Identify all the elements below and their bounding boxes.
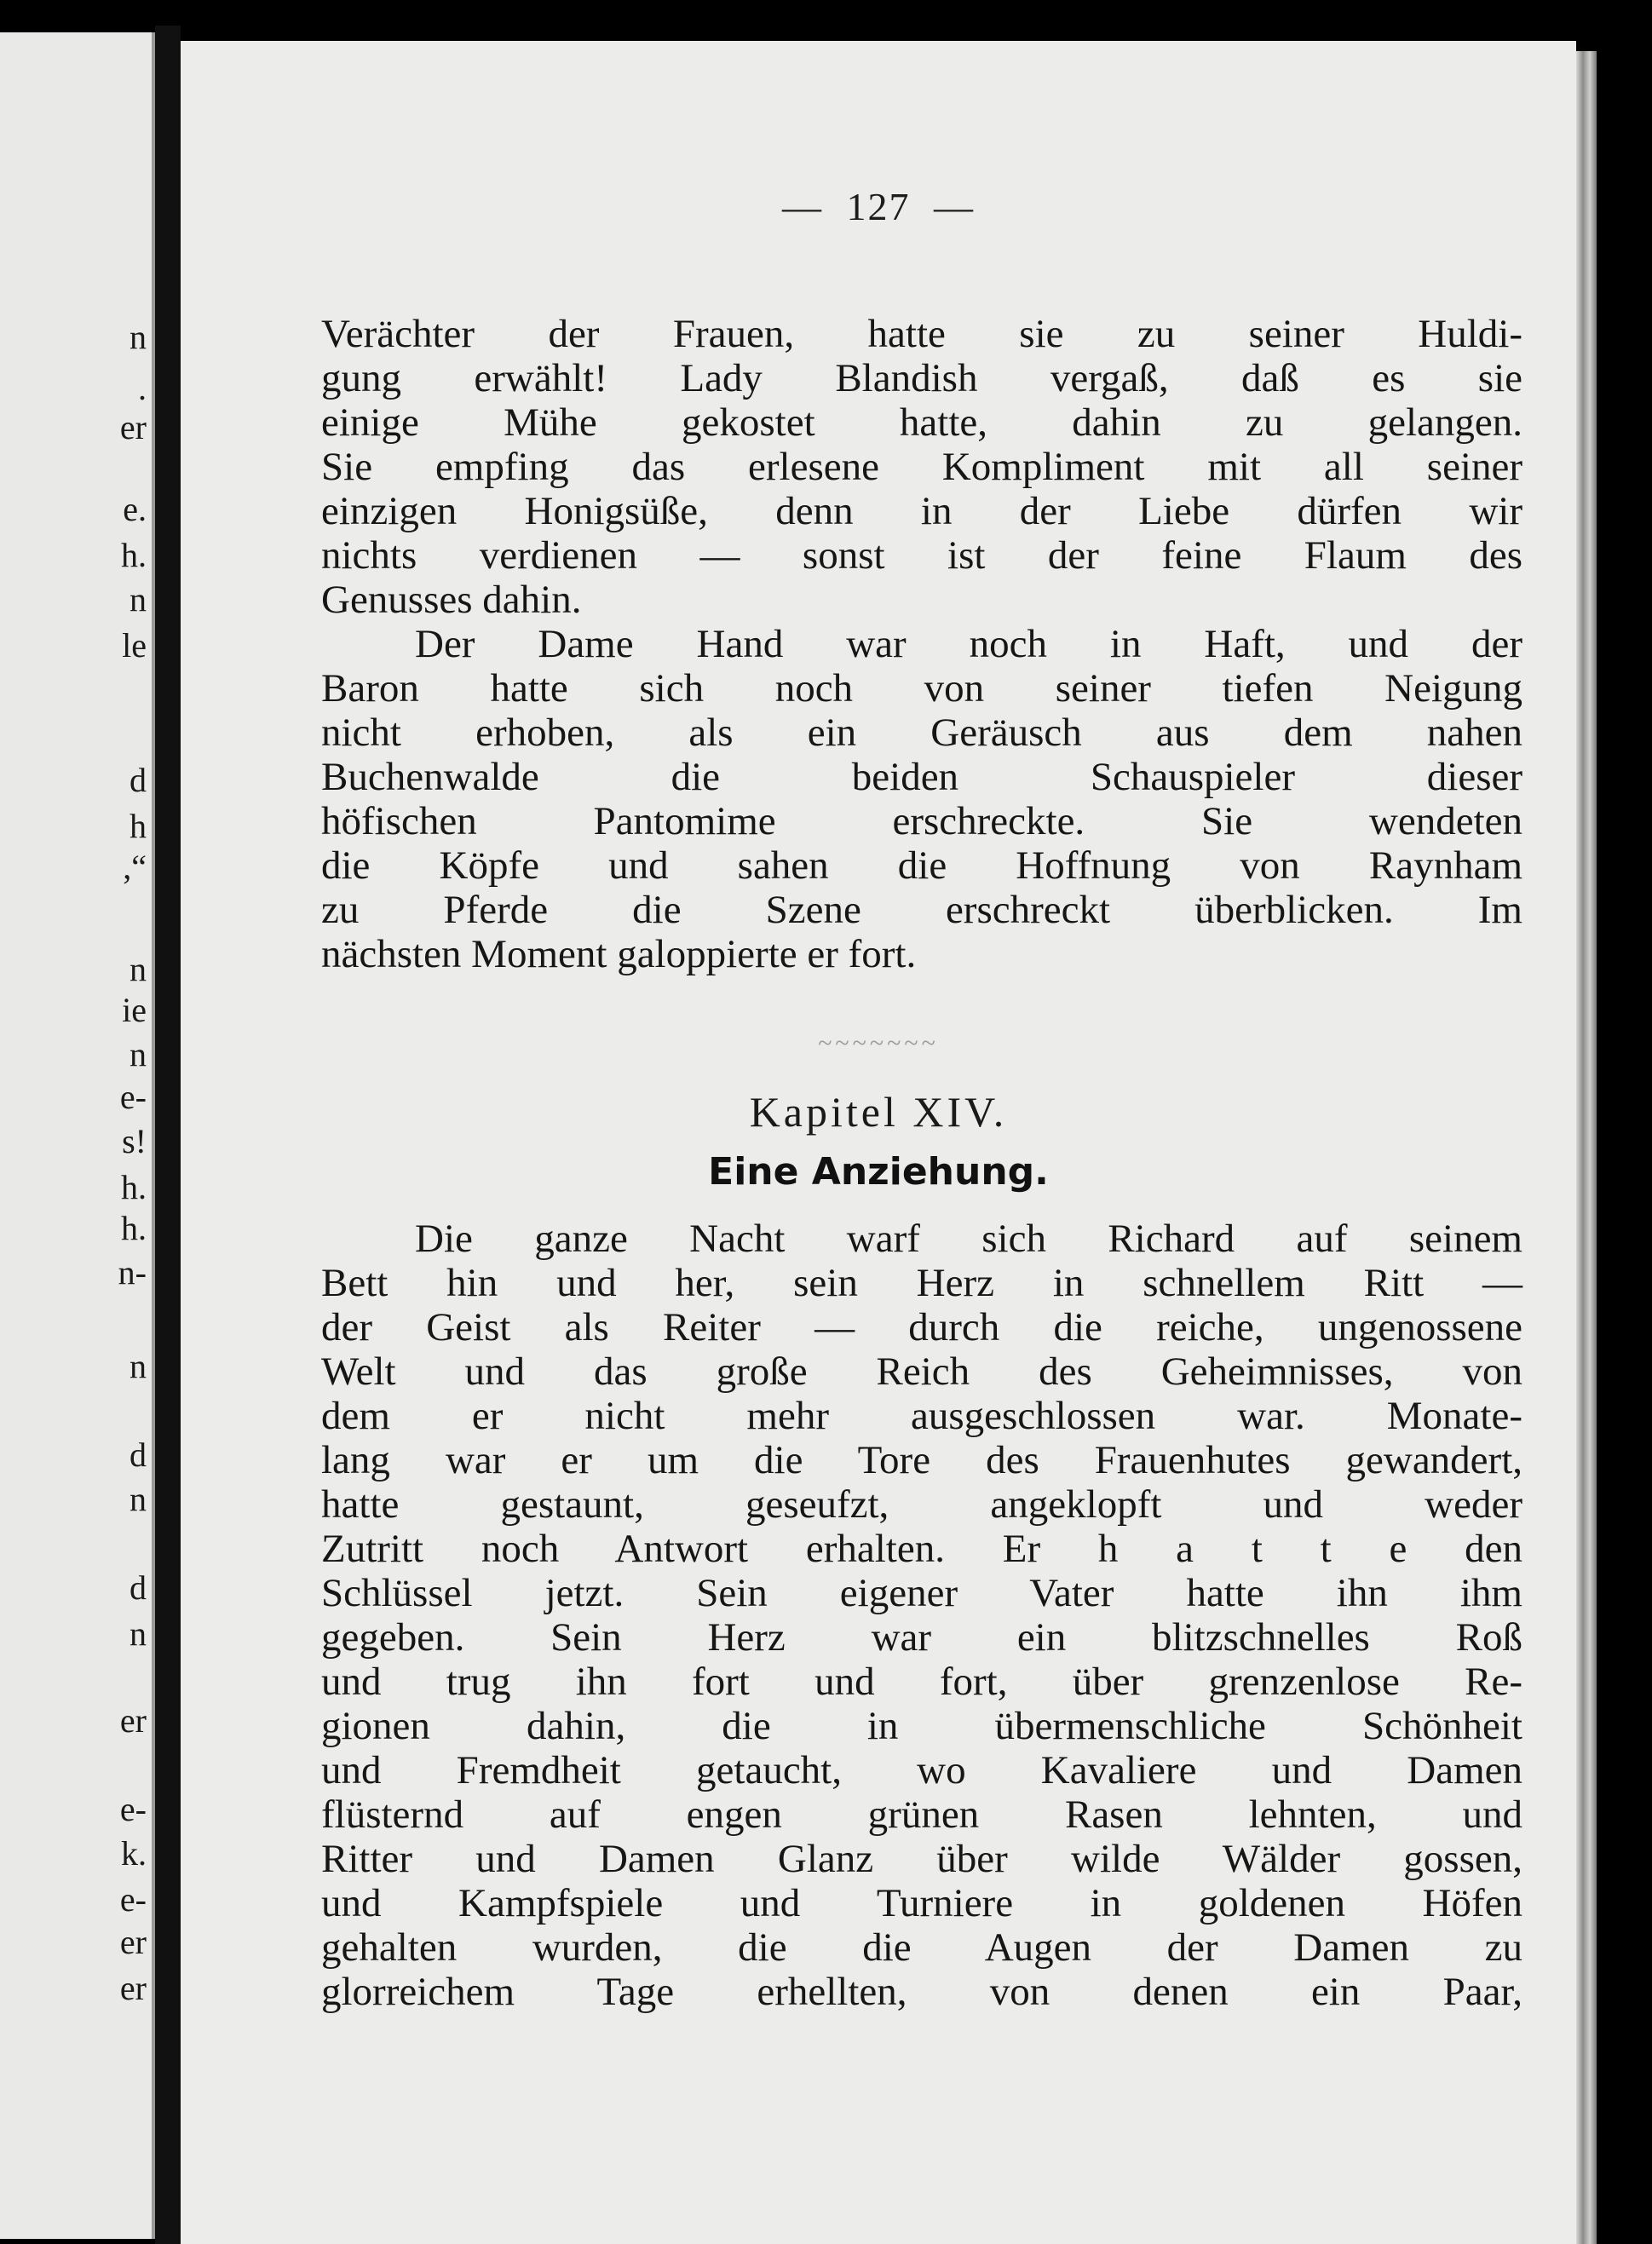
fragment: k.: [121, 1834, 147, 1873]
fragment: ,“: [123, 848, 147, 886]
previous-page-edge: [0, 32, 155, 2239]
text-line: lang war er um die Tore des Frauenhutes gewandert,: [321, 1438, 1522, 1482]
fragment: e-: [119, 1790, 147, 1828]
text-line: Schlüssel jetzt. Sein eigener Vater hatte ihn ihm: [321, 1571, 1522, 1615]
text-line: und trug ihn fort und fort, über grenzenlose Re-: [321, 1660, 1522, 1704]
text-line: Buchenwalde die beiden Schauspieler dieser: [321, 755, 1522, 799]
fragment: n: [130, 1035, 147, 1073]
text-line: nächsten Moment galoppierte er fort.: [321, 932, 917, 976]
fragment: n: [130, 1480, 147, 1518]
fragment: er: [119, 1969, 147, 2007]
text-line: flüsternd auf engen grünen Rasen lehnten, und: [321, 1792, 1522, 1837]
page-number: — 127 —: [782, 185, 975, 228]
fragment: ie: [122, 991, 147, 1029]
text-line: einzigen Honigsüße, denn in der Liebe dürfen wir: [321, 489, 1522, 533]
text-line: gehalten wurden, die die Augen der Damen zu: [321, 1925, 1522, 1970]
text-line: die Köpfe und sahen die Hoffnung von Raynham: [321, 843, 1522, 888]
fragment: n-: [118, 1253, 147, 1292]
fragment: er: [119, 408, 147, 446]
fragment: h.: [121, 1168, 147, 1206]
fragment: n: [130, 1614, 147, 1653]
text-line: Der Dame Hand war noch in Haft, und der: [415, 622, 1522, 666]
fragment: er: [119, 1923, 147, 1961]
fragment: er: [119, 1701, 147, 1740]
text-line: Welt und das große Reich des Geheimnisses, von: [321, 1349, 1522, 1394]
fragment: h.: [121, 536, 147, 574]
text-line: der Geist als Reiter — durch die reiche, ungenossene: [321, 1305, 1522, 1349]
fragment: d: [130, 1568, 147, 1607]
text-line: höfischen Pantomime erschreckte. Sie wendeten: [321, 799, 1522, 843]
text-line: dem er nicht mehr ausgeschlossen war. Monate-: [321, 1394, 1522, 1438]
text-line: einige Mühe gekostet hatte, dahin zu gelangen.: [321, 400, 1522, 445]
text-line: Bett hin und her, sein Herz in schnellem Ritt —: [321, 1261, 1522, 1305]
fragment: .: [138, 369, 147, 407]
fragment: n: [130, 580, 147, 619]
text-line: Verächter der Frauen, hatte sie zu seiner Huldi-: [321, 312, 1522, 356]
text-line: Baron hatte sich noch von seiner tiefen Neigung: [321, 666, 1522, 711]
fragment: e-: [119, 1880, 147, 1919]
text-line: Sie empfing das erlesene Kompliment mit all seiner: [321, 445, 1522, 489]
fragment: le: [122, 626, 147, 665]
fragment: d: [130, 761, 147, 799]
text-line: Ritter und Damen Glanz über wilde Wälder gossen,: [321, 1837, 1522, 1881]
book-page: [181, 41, 1576, 2244]
text-line: nicht erhoben, als ein Geräusch aus dem nahen: [321, 711, 1522, 755]
text-line: und Fremdheit getaucht, wo Kavaliere und Damen: [321, 1748, 1522, 1792]
fragment: d: [130, 1436, 147, 1474]
text-line: zu Pferde die Szene erschreckt überblicken. Im: [321, 888, 1522, 932]
fragment: e-: [119, 1078, 147, 1116]
paragraph-1: [321, 312, 1522, 622]
text-line: gung erwählt! Lady Blandish vergaß, daß es sie: [321, 356, 1522, 400]
text-line: Genusses dahin.: [321, 578, 582, 622]
chapter-heading: Kapitel XIV.: [749, 1088, 1008, 1136]
text-line: nichts verdienen — sonst ist der feine Flaum des: [321, 533, 1522, 578]
fragment: n: [130, 318, 147, 356]
text-line: gegeben. Sein Herz war ein blitzschnelles Roß: [321, 1615, 1522, 1660]
page-stack-edge: [1576, 51, 1597, 2244]
text-line: glorreichem Tage erhellten, von denen ein Paar,: [321, 1970, 1522, 2014]
text-line: und Kampfspiele und Turniere in goldenen Höfen: [321, 1881, 1522, 1925]
text-line: Die ganze Nacht warf sich Richard auf seinem: [415, 1217, 1522, 1261]
section-ornament: ~~~~~~~: [818, 1029, 939, 1057]
text-line: gionen dahin, die in übermenschliche Schönheit: [321, 1704, 1522, 1748]
paragraph-2: [321, 622, 1522, 976]
text-line: hatte gestaunt, geseufzt, angeklopft und weder: [321, 1482, 1522, 1527]
fragment: n: [130, 950, 147, 988]
paragraph-3: [321, 1217, 1522, 2014]
chapter-title: Eine Anziehung.: [708, 1150, 1049, 1194]
fragment: h: [130, 807, 147, 845]
text-line: Zutritt noch Antwort erhalten. Er h a t t e den: [321, 1527, 1522, 1571]
fragment: n: [130, 1347, 147, 1385]
book-gutter: [155, 26, 181, 2244]
fragment: s!: [122, 1122, 147, 1160]
fragment: h.: [121, 1209, 147, 1247]
fragment: e.: [123, 490, 147, 528]
